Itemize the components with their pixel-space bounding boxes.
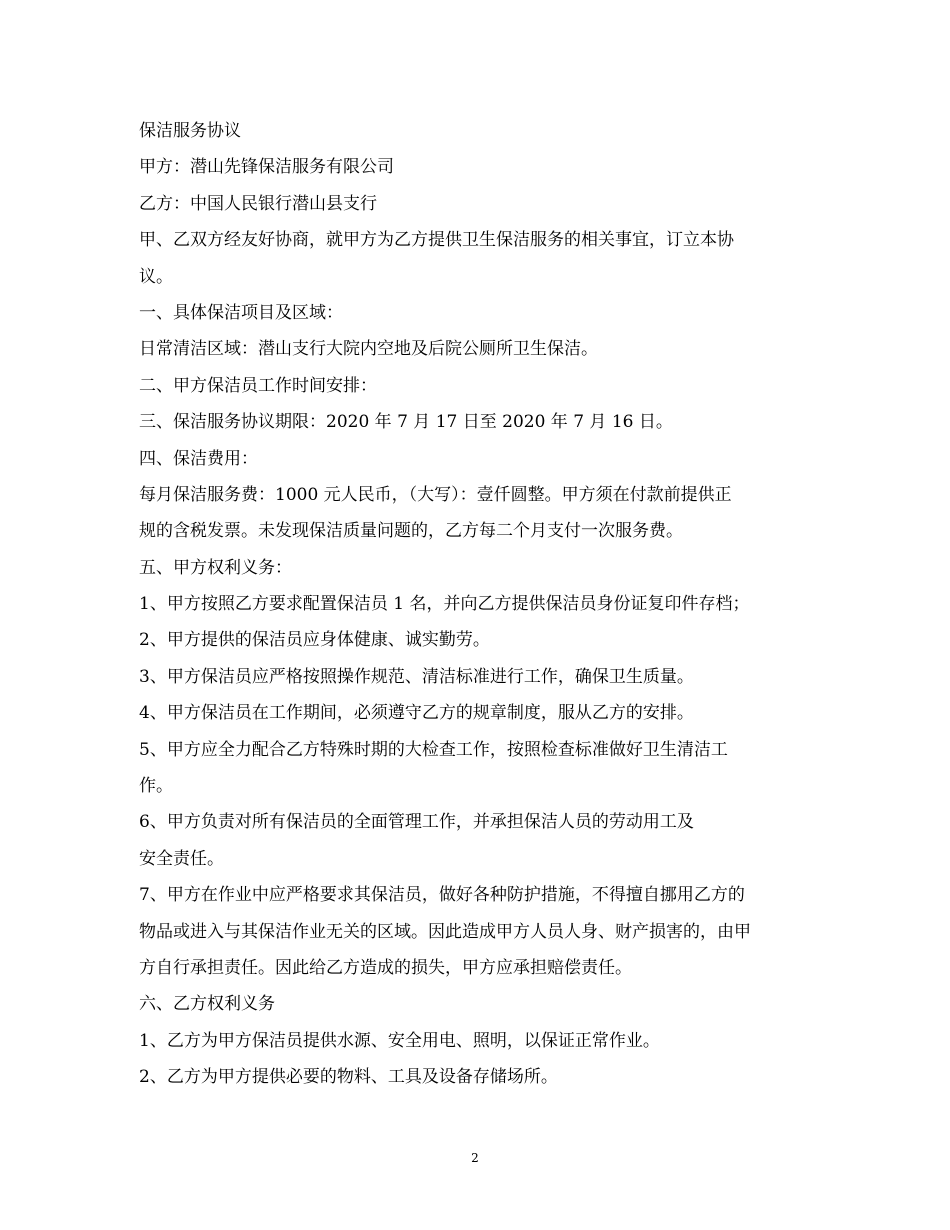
section-4-heading: 四、保洁费用：: [139, 448, 258, 469]
party-b-line: 乙方：中国人民银行潜山县支行: [139, 193, 377, 214]
section-5-item-3: 3、甲方保洁员应严格按照操作规范、清洁标准进行工作，确保卫生质量。: [139, 666, 694, 687]
section-5-item-7-line-3: 方自行承担责任。因此给乙方造成的损失，甲方应承担赔偿责任。: [139, 957, 632, 978]
preamble-line-1: 甲、乙双方经友好协商，就甲方为乙方提供卫生保洁服务的相关事宜，订立本协: [139, 230, 734, 251]
section-5-item-5-line-1: 5、甲方应全力配合乙方特殊时期的大检查工作，按照检查标准做好卫生清洁工: [139, 739, 728, 760]
document-title: 保洁服务协议: [139, 121, 241, 141]
section-5-heading: 五、甲方权利义务：: [139, 557, 292, 578]
section-5-item-7-line-1: 7、甲方在作业中应严格要求其保洁员，做好各种防护措施，不得擅自挪用乙方的: [139, 885, 745, 906]
section-5-item-6-line-1: 6、甲方负责对所有保洁员的全面管理工作，并承担保洁人员的劳动用工及: [139, 812, 694, 833]
section-5-item-2: 2、甲方提供的保洁员应身体健康、诚实勤劳。: [139, 630, 490, 651]
section-4-text-2: 规的含税发票。未发现保洁质量问题的，乙方每二个月支付一次服务费。: [139, 521, 683, 542]
document-body: [139, 113, 819, 1096]
section-5-item-1: 1、甲方按照乙方要求配置保洁员 1 名，并向乙方提供保洁员身份证复印件存档；: [139, 594, 750, 615]
section-5-item-6-line-2: 安全责任。: [139, 848, 224, 869]
section-1-text: 日常清洁区域：潜山支行大院内空地及后院公厕所卫生保洁。: [139, 339, 598, 360]
section-5-item-7-line-2: 物品或进入与其保洁作业无关的区域。因此造成甲方人员人身、财产损害的，由甲: [139, 921, 751, 942]
section-6-item-2: 2、乙方为甲方提供必要的物料、工具及设备存储场所。: [139, 1067, 558, 1088]
section-2-heading: 二、甲方保洁员工作时间安排：: [139, 375, 377, 396]
section-6-item-1: 1、乙方为甲方保洁员提供水源、安全用电、照明，以保证正常作业。: [139, 1030, 660, 1051]
section-4-text-1: 每月保洁服务费：1000 元人民币，（大写）：壹仟圆整。甲方须在付款前提供正: [139, 484, 732, 505]
section-5-item-5-line-2: 作。: [139, 776, 173, 797]
section-1-heading: 一、具体保洁项目及区域：: [139, 302, 343, 323]
party-a-line: 甲方：潜山先锋保洁服务有限公司: [139, 157, 394, 178]
section-6-heading: 六、乙方权利义务: [139, 994, 275, 1015]
section-3-heading: 三、保洁服务协议期限：2020 年 7 月 17 日至 2020 年 7 月 16 日。: [139, 412, 673, 433]
section-5-item-4: 4、甲方保洁员在工作期间，必须遵守乙方的规章制度，服从乙方的安排。: [139, 703, 694, 724]
page-number: 2: [471, 1151, 479, 1165]
preamble-line-2: 议。: [139, 266, 173, 287]
